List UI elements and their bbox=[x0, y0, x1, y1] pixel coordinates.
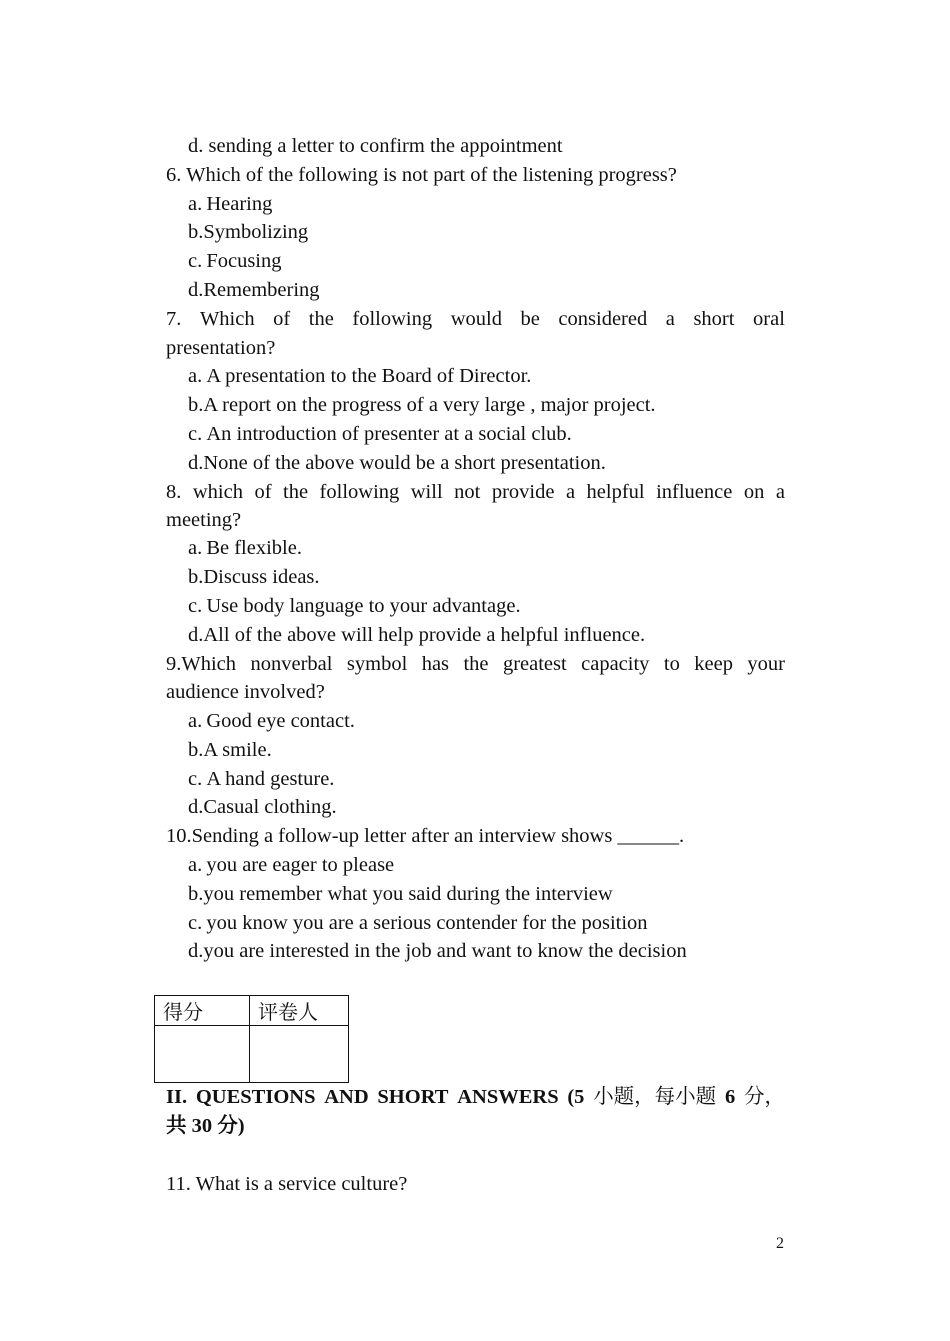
q6-option-a: a. Hearing bbox=[188, 193, 273, 215]
q7-word: of bbox=[273, 308, 291, 330]
q7-word: be bbox=[520, 308, 540, 330]
q6-option-b: b.Symbolizing bbox=[188, 221, 309, 243]
q9-option-d: d.Casual clothing. bbox=[188, 796, 337, 818]
q8-word: influence bbox=[656, 481, 733, 503]
score-table bbox=[154, 995, 349, 1083]
q8-word: a bbox=[565, 481, 576, 503]
q9-word: has bbox=[421, 653, 450, 675]
q10-stem: 10.Sending a follow-up letter after an interview shows ______. bbox=[166, 825, 685, 847]
q7-word: 7. bbox=[166, 308, 182, 330]
grader-header: 评卷人 bbox=[250, 996, 349, 1026]
score-cell[interactable] bbox=[155, 1026, 250, 1083]
q9-word: 9.Which bbox=[166, 653, 237, 675]
q9-word: the bbox=[463, 653, 489, 675]
grader-cell[interactable] bbox=[250, 1026, 349, 1083]
q8-word: which bbox=[192, 481, 243, 503]
q9-word: keep bbox=[694, 653, 733, 675]
q9-word: capacity bbox=[581, 653, 650, 675]
q9-stem-line2: audience involved? bbox=[166, 681, 325, 703]
q10-option-d: d.you are interested in the job and want to know the decision bbox=[188, 940, 687, 962]
q9-word: to bbox=[663, 653, 680, 675]
q7-option-b: b.A report on the progress of a very large , major project. bbox=[188, 394, 656, 416]
q7-word: would bbox=[450, 308, 502, 330]
q8-word: a bbox=[775, 481, 785, 503]
q9-word: greatest bbox=[502, 653, 567, 675]
q6-stem: 6. Which of the following is not part of the listening progress? bbox=[166, 164, 677, 186]
q6-option-c: c. Focusing bbox=[188, 250, 282, 272]
q8-word: of bbox=[254, 481, 272, 503]
heading-word: SHORT bbox=[377, 1086, 449, 1108]
q8-word: the bbox=[283, 481, 309, 503]
q8-option-d: d.All of the above will help provide a helpful influence. bbox=[188, 624, 646, 646]
q9-stem-line1 bbox=[166, 652, 785, 676]
q9-word: nonverbal bbox=[250, 653, 333, 675]
q9-option-b: b.A smile. bbox=[188, 739, 272, 761]
section2-heading-line1 bbox=[166, 1085, 785, 1109]
section2-heading-line2: 共 30 分) bbox=[166, 1115, 245, 1137]
q7-stem-line2: presentation? bbox=[166, 337, 276, 359]
q9-word: your bbox=[747, 653, 785, 675]
q8-option-b: b.Discuss ideas. bbox=[188, 566, 320, 588]
q7-word: a bbox=[665, 308, 675, 330]
heading-word: (5 bbox=[567, 1086, 585, 1108]
heading-word: II. bbox=[166, 1086, 188, 1108]
q8-word: helpful bbox=[586, 481, 645, 503]
heading-word: 6 bbox=[724, 1086, 736, 1108]
q7-word: oral bbox=[753, 308, 785, 330]
heading-word: AND bbox=[324, 1086, 369, 1108]
q8-word: following bbox=[319, 481, 400, 503]
heading-word: QUESTIONS bbox=[195, 1086, 316, 1108]
heading-word: 分， bbox=[743, 1086, 785, 1108]
q8-stem-line2: meeting? bbox=[166, 509, 242, 531]
q9-word: symbol bbox=[346, 653, 408, 675]
q7-word: the bbox=[308, 308, 334, 330]
heading-word: ANSWERS bbox=[457, 1086, 559, 1108]
q6-option-d: d.Remembering bbox=[188, 279, 320, 301]
q7-option-c: c. An introduction of presenter at a social club. bbox=[188, 423, 572, 445]
q8-word: not bbox=[454, 481, 481, 503]
page-number: 2 bbox=[776, 1235, 784, 1252]
q10-option-b: b.you remember what you said during the interview bbox=[188, 883, 613, 905]
q9-option-a: a. Good eye contact. bbox=[188, 710, 355, 732]
q8-stem-line1 bbox=[166, 480, 785, 504]
q7-stem-line1 bbox=[166, 307, 785, 331]
q8-word: provide bbox=[491, 481, 555, 503]
q9-option-c: c. A hand gesture. bbox=[188, 768, 335, 790]
q8-option-a: a. Be flexible. bbox=[188, 537, 302, 559]
score-header: 得分 bbox=[155, 996, 250, 1026]
q10-option-a: a. you are eager to please bbox=[188, 854, 395, 876]
q7-word: following bbox=[352, 308, 433, 330]
q7-option-d: d.None of the above would be a short presentation. bbox=[188, 452, 606, 474]
q8-word: 8. bbox=[166, 481, 182, 503]
q5-option-d: d. sending a letter to confirm the appointment bbox=[188, 135, 563, 157]
q8-option-c: c. Use body language to your advantage. bbox=[188, 595, 521, 617]
heading-word: 小题，每小题 bbox=[593, 1086, 717, 1108]
q8-word: on bbox=[743, 481, 765, 503]
q7-word: short bbox=[693, 308, 735, 330]
q10-option-c: c. you know you are a serious contender for the position bbox=[188, 912, 648, 934]
q11-stem: 11. What is a service culture? bbox=[166, 1173, 408, 1195]
q7-option-a: a. A presentation to the Board of Director. bbox=[188, 365, 532, 387]
q7-word: Which bbox=[199, 308, 255, 330]
q7-word: considered bbox=[558, 308, 648, 330]
q8-word: will bbox=[410, 481, 443, 503]
